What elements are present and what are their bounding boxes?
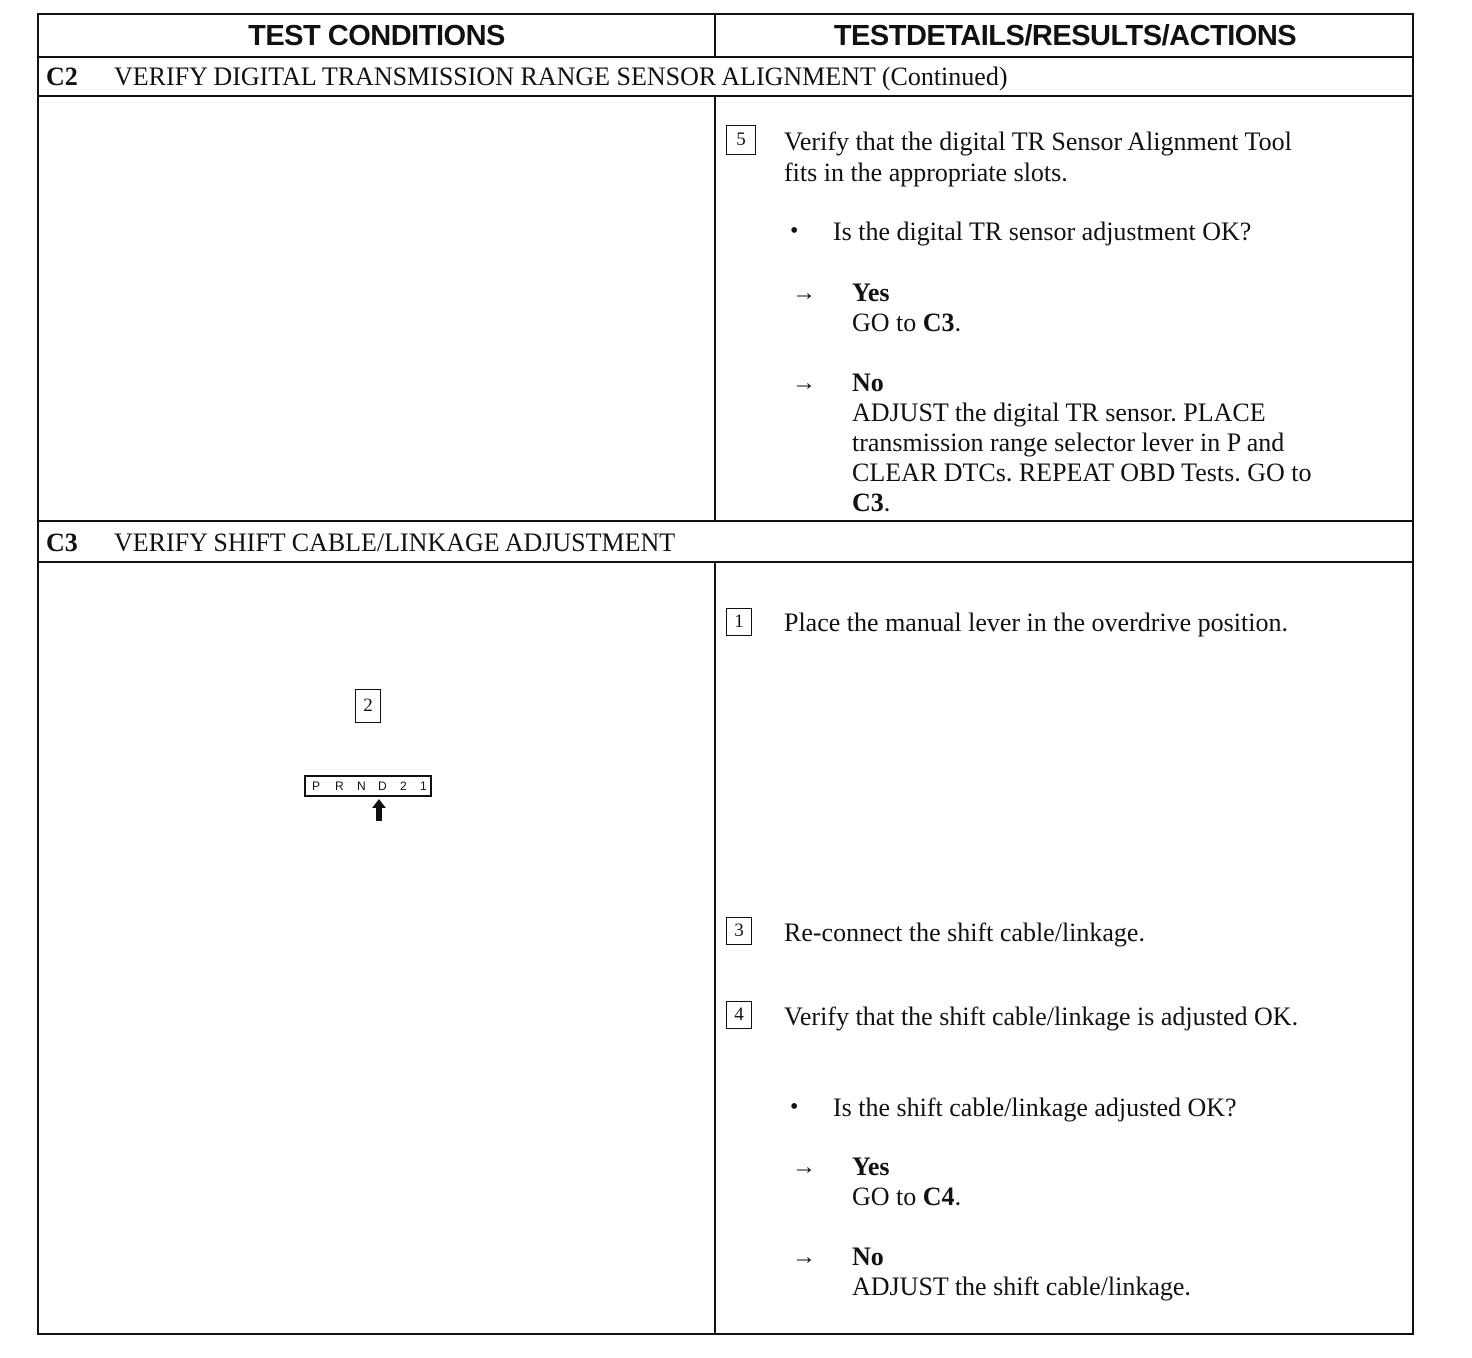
- no-line-3: CLEAR DTCs. REPEAT OBD Tests. GO to: [852, 458, 1312, 487]
- step-5-line-1: Verify that the digital TR Sensor Alignment Tool: [784, 127, 1292, 156]
- divider-col-c2: [714, 95, 716, 521]
- bullet-icon: •: [790, 1094, 799, 1120]
- section-heading-c2: VERIFY DIGITAL TRANSMISSION RANGE SENSOR ALIGNMENT (Continued): [114, 62, 1008, 91]
- yes-text: GO to: [852, 308, 923, 337]
- step-1-text: Place the manual lever in the overdrive position.: [784, 608, 1288, 637]
- section-title-c2: [46, 58, 1007, 96]
- no-label: No: [852, 368, 884, 397]
- answer-yes-c3: Yes GO to C4.: [852, 1152, 962, 1211]
- answer-no-c2: No ADJUST the digital TR sensor. PLACE transmission range selector lever in P and CLEAR DTCs. REPEAT OBD Tests. GO to C3.: [852, 368, 1312, 517]
- no-label: No: [852, 1242, 884, 1271]
- yes-text: GO to: [852, 1182, 923, 1211]
- yes-label: Yes: [852, 1152, 890, 1181]
- selector-letter-p: P: [312, 779, 321, 793]
- header-test-conditions: TEST CONDITIONS: [248, 20, 505, 52]
- section-code-c3: C3: [46, 528, 78, 557]
- question-c2: Is the digital TR sensor adjustment OK?: [833, 217, 1252, 246]
- arrow-right-icon: →: [792, 280, 816, 306]
- selector-letter-d: D: [378, 779, 387, 793]
- bullet-icon: •: [790, 218, 799, 244]
- no-line-2: transmission range selector lever in P and: [852, 428, 1285, 457]
- step-number-5: 5: [726, 125, 756, 155]
- yes-target: C4: [922, 1182, 955, 1211]
- selector-letter-r: R: [335, 779, 344, 793]
- yes-label: Yes: [852, 278, 890, 307]
- yes-target: C3: [922, 308, 955, 337]
- step-4-text: Verify that the shift cable/linkage is adjusted OK.: [784, 1002, 1299, 1031]
- arrow-up-icon: [370, 798, 388, 822]
- arrow-right-icon: →: [792, 370, 816, 396]
- table-frame: [37, 13, 1414, 1335]
- divider-col-c3: [714, 561, 716, 1335]
- gear-selector-indicator: [304, 775, 432, 797]
- selector-letter-1: 1: [420, 779, 427, 793]
- step-number-1: 1: [726, 608, 752, 636]
- figure-step-number-2: 2: [355, 689, 381, 723]
- question-c3: Is the shift cable/linkage adjusted OK?: [833, 1093, 1237, 1122]
- header-test-details: TESTDETAILS/RESULTS/ACTIONS: [833, 20, 1297, 52]
- step-3-text: Re-connect the shift cable/linkage.: [784, 918, 1145, 947]
- selector-letter-n: N: [357, 779, 366, 793]
- step-number-3: 3: [726, 917, 752, 945]
- section-code-c2: C2: [46, 62, 78, 91]
- step-number-4: 4: [726, 1001, 752, 1029]
- step-5-text: [784, 126, 1292, 188]
- arrow-right-icon: →: [792, 1244, 816, 1270]
- step-5-line-2: fits in the appropriate slots.: [784, 158, 1068, 187]
- no-text: ADJUST the shift cable/linkage.: [852, 1272, 1191, 1301]
- divider-c2-end: [37, 520, 1414, 522]
- answer-yes-c2: Yes GO to C3.: [852, 278, 962, 337]
- section-title-c3: [46, 524, 675, 562]
- section-heading-c3: VERIFY SHIFT CABLE/LINKAGE ADJUSTMENT: [114, 528, 676, 557]
- arrow-right-icon: →: [792, 1154, 816, 1180]
- answer-no-c3: [852, 1242, 1191, 1302]
- no-line-1: ADJUST the digital TR sensor. PLACE: [852, 398, 1266, 427]
- selector-letter-2: 2: [400, 779, 407, 793]
- no-target: C3: [852, 488, 884, 517]
